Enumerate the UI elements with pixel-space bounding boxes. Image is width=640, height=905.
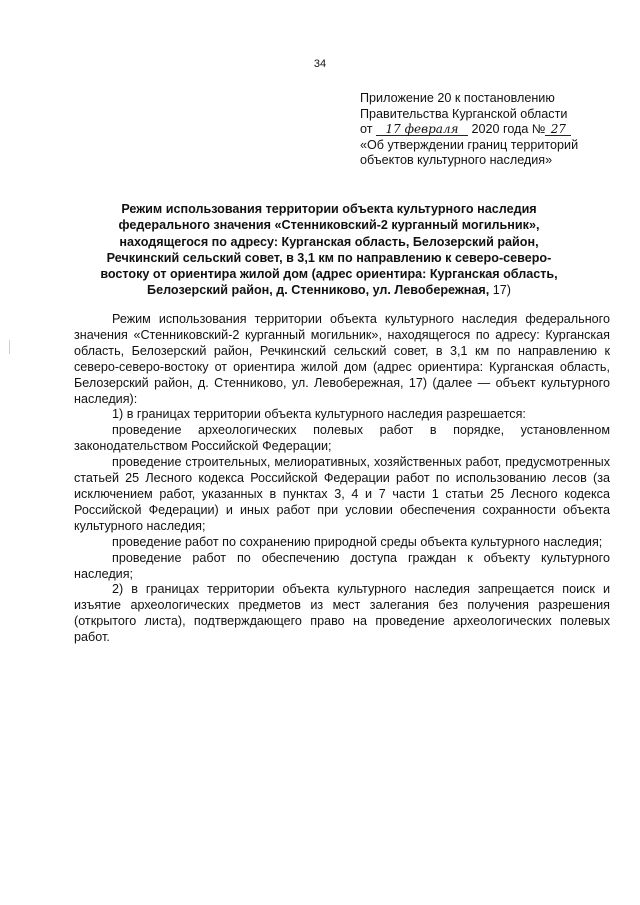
document-title xyxy=(60,201,598,299)
title-line: находящегося по адресу: Курганская область, Белозерский район, xyxy=(119,234,539,249)
body-paragraph: проведение работ по обеспечению доступа граждан к объекту культурного наследия; xyxy=(74,550,610,581)
appendix-line-5: объектов культурного наследия» xyxy=(360,153,553,167)
title-line: востоку от ориентира жилой дом (адрес ориентира: Курганская область, xyxy=(100,267,558,282)
body-paragraph: 1) в границах территории объекта культурного наследия разрешается: xyxy=(112,407,526,422)
appendix-line-2: Правительства Курганской области xyxy=(360,106,568,121)
title-line: федерального значения «Стенниковский-2 курганный могильник», xyxy=(118,218,540,233)
body-paragraph: проведение строительных, мелиоративных, хозяйственных работ, предусмотренных статьей 25 Лесного кодекса Российской Федерации работ по использованию лесов (за исключением работ, указанных в пунктах 3, 4 и 7 части 1 статьи 25 Лесного кодекса Российской Федерации) и иных работ при условии обеспечения сохранности объекта культурного наследия; xyxy=(74,455,610,533)
appendix-line-3 xyxy=(360,122,620,138)
year-text: 2020 года № xyxy=(471,122,546,136)
title-line: Речкинский сельский совет, в 3,1 км по направлению к северо-северо- xyxy=(106,250,552,265)
handwritten-date: 17 февраля xyxy=(376,123,468,136)
body-paragraph: Режим использования территории объекта культурного наследия федерального значения «Стенниковский-2 курганный могильник», находящегося по адресу: Курганская область, Белозерский район, Речкинский сельский совет, в 3,1 км по направлению к северо-северо-востоку от ориентира жилой дом (адрес ориентира: Курганская область, Белозерский район, д. Стенниково, ул. Левобережная, 17) (далее — объект культурного наследия): xyxy=(74,312,610,406)
body-paragraph: проведение археологических полевых работ в порядке, установленном законодательством Российской Федерации; xyxy=(74,423,610,454)
title-line-last xyxy=(60,282,598,298)
appendix-line-4: «Об утверждении границ территорий xyxy=(360,137,579,152)
from-label: от xyxy=(360,122,373,136)
title-line: Режим использования территории объекта культурного наследия xyxy=(121,202,537,216)
appendix-line-1: Приложение 20 к постановлению xyxy=(360,91,555,105)
handwritten-number: 27 xyxy=(545,123,571,136)
title-last-bold: Белозерский район, д. Стенниково, ул. Левобережная, xyxy=(147,283,490,298)
document-body xyxy=(74,312,610,646)
appendix-header xyxy=(360,91,620,169)
body-paragraph: 2) в границах территории объекта культурного наследия запрещается поиск и изъятие археологических предметов из мест залегания без получения разрешения (открытого листа), подтверждающего право на проведение археологических полевых работ. xyxy=(74,582,610,645)
margin-mark xyxy=(9,340,10,354)
body-paragraph: проведение работ по сохранению природной среды объекта культурного наследия; xyxy=(112,534,603,549)
title-last-normal: 17) xyxy=(489,283,511,298)
page-number: 34 xyxy=(313,58,327,70)
